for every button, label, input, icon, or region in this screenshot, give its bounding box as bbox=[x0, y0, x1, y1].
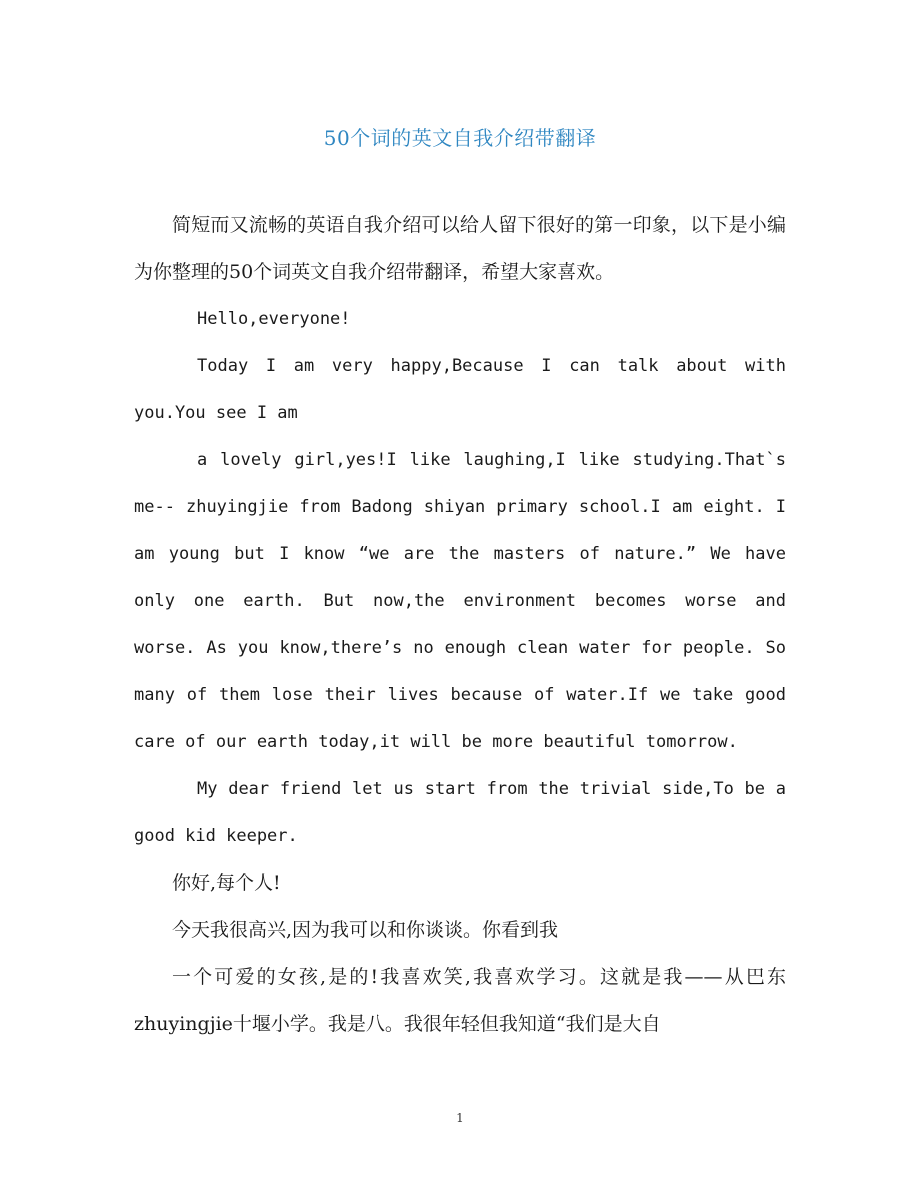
document-title: 50个词的英文自我介绍带翻译 bbox=[323, 126, 597, 150]
page-number: 1 bbox=[456, 1111, 464, 1125]
paragraph-lovely-girl: a lovely girl,yes!I like laughing,I like studying.That`s me-- zhuyingjie from Badong shiyan primary school.I am eight. I am young but I know “we are the masters of nature.” We have only one earth. But now,the environment becomes worse and worse. As you know,there’s no enough clean water for people. So many of them lose their lives because of water.If we take good care of our earth today,it will be more beautiful tomorrow. bbox=[134, 450, 786, 752]
paragraph-dear-friend: My dear friend let us start from the trivial side,To be a good kid keeper. bbox=[134, 779, 786, 846]
paragraph-greeting: Hello,everyone! bbox=[197, 309, 351, 329]
paragraph-greeting-cn: 你好,每个人! bbox=[172, 872, 281, 894]
paragraph-today-cn: 今天我很高兴,因为我可以和你谈谈。你看到我 bbox=[172, 919, 559, 941]
paragraph-lovely-girl-cn: 一个可爱的女孩,是的!我喜欢笑,我喜欢学习。这就是我——从巴东zhuyingjie十堰小学。我是八。我很年轻但我知道“我们是大自 bbox=[134, 966, 786, 1035]
paragraph-intro: 简短而又流畅的英语自我介绍可以给人留下很好的第一印象，以下是小编为你整理的50个词英文自我介绍带翻译，希望大家喜欢。 bbox=[134, 214, 786, 283]
paragraph-today: Today I am very happy,Because I can talk about with you.You see I am bbox=[134, 356, 786, 423]
document-body bbox=[134, 202, 786, 1048]
